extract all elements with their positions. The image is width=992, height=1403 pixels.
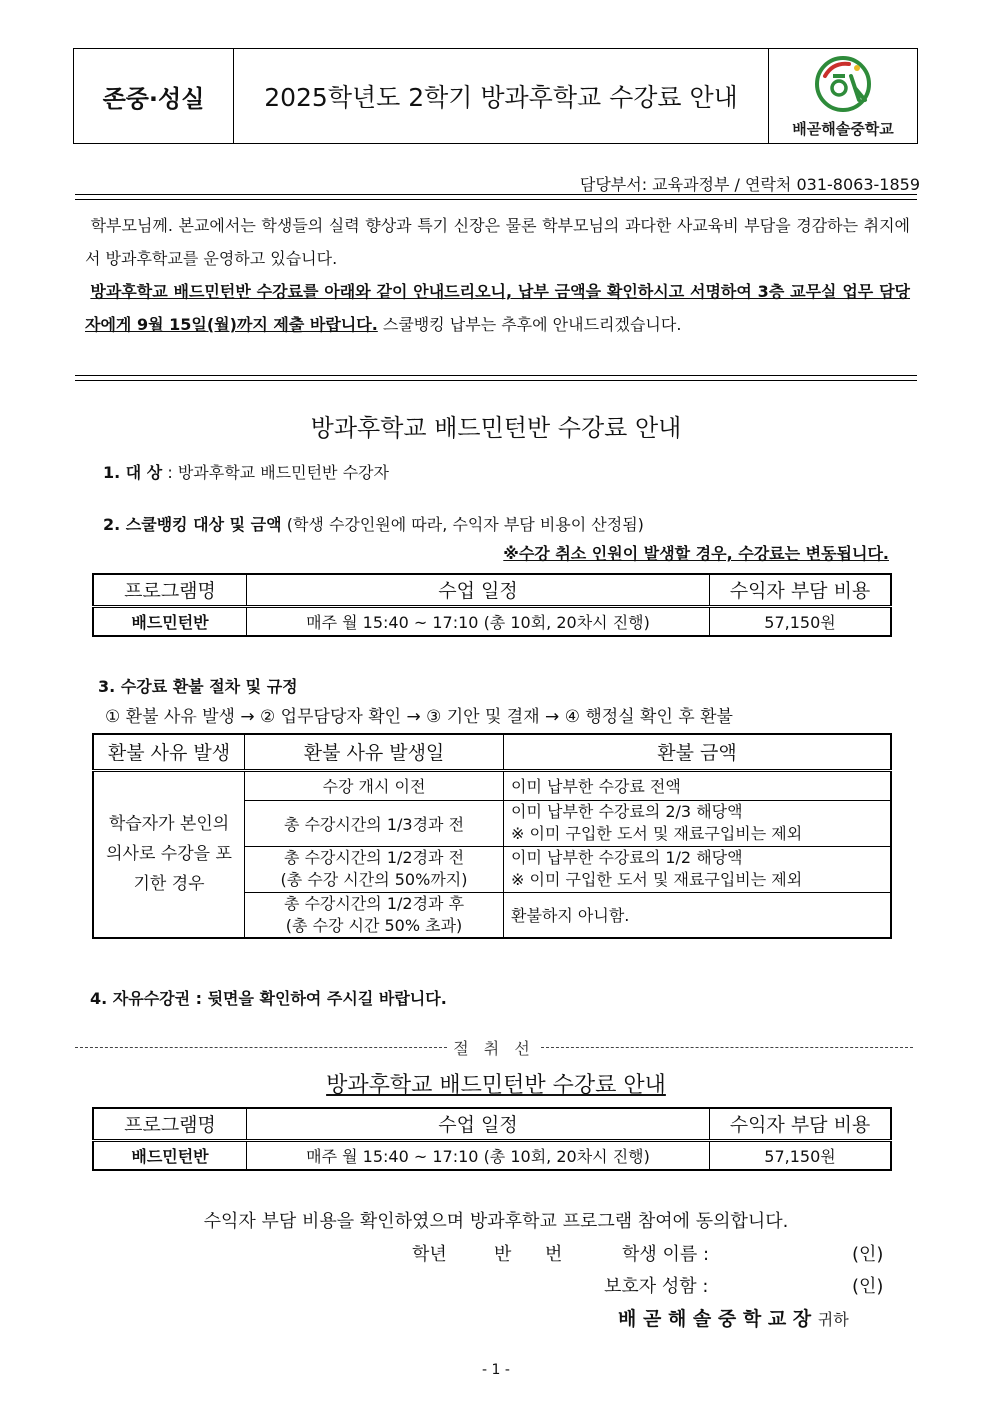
section-3-label: 3. 수강료 환불 절차 및 규정 [98,677,298,696]
intro-paragraph [85,209,910,341]
consent-statement: 수익자 부담 비용을 확인하였으며 방과후학교 프로그램 참여에 동의합니다. [203,1211,789,1232]
refund-when-0: 수강 개시 이전 [245,770,504,800]
section-2-paren: (학생 수강인원에 따라, 수익자 부담 비용이 산정됨) [286,515,644,534]
fee-program: 배드민턴반 [93,606,247,636]
section-2 [103,512,644,535]
intro-notice-rest: 스쿨뱅킹 납부는 추후에 안내드리겠습니다. [377,315,682,334]
intro-text: 학부모님께. 본교에서는 학생들의 실력 향상과 특기 신장은 물론 학부모님의 과다한 사교육비 부담을 경감하는 취지에서 방과후학교를 운영하고 있습니다. [85,216,910,268]
section-1-label: 1. 대 상 [103,463,163,482]
fee-schedule: 매주 월 15:40 ~ 17:10 (총 10회, 20차시 진행) [247,606,710,636]
refund-reason: 학습자가 본인의 의사로 수강을 포기한 경우 [93,770,245,938]
divider-bottom [75,375,917,381]
cut-line-right [541,1047,913,1048]
refund-when-2-line1: 총 수강시간의 1/2경과 전 [283,848,465,867]
refund-amount-2-line2: ※ 이미 구입한 도서 및 재료구입비는 제외 [511,870,803,889]
principal-line [618,1304,849,1331]
refund-when-2 [245,846,504,892]
refund-when-3-line2: (총 수강 시간 50% 초과) [285,915,463,935]
school-motto: 존중·성실 [74,49,234,143]
sign-guardian-seal: (인) [852,1276,884,1297]
refund-amount-1-line2: ※ 이미 구입한 도서 및 재료구입비는 제외 [511,824,803,843]
principal-name: 배 곧 해 솔 중 학 교 장 [618,1308,812,1330]
slip-title: 방과후학교 배드민턴반 수강료 안내 [326,1073,666,1098]
fee-header-schedule: 수업 일정 [247,574,710,606]
slip-header-program: 프로그램명 [93,1108,247,1140]
cut-line-label: 절 취 선 [453,1039,535,1058]
school-name: 배곧해솔중학교 [792,119,894,138]
refund-when-3-line1: 총 수강시간의 1/2경과 후 [283,893,465,913]
refund-amount-1 [504,800,892,846]
fee-cost: 57,150원 [710,606,892,636]
refund-steps: ① 환불 사유 발생 → ② 업무담당자 확인 → ③ 기안 및 결재 → ④ 행정실 확인 후 환불 [105,707,733,727]
refund-amount-2 [504,846,892,892]
contact-info: 담당부서: 교육과정부 / 연락처 031-8063-1859 [579,175,920,194]
header-box [73,48,918,144]
refund-header-amount: 환불 금액 [504,734,892,770]
section-2-label: 2. 스쿨뱅킹 대상 및 금액 [103,515,282,534]
refund-header-date: 환불 사유 발생일 [245,734,504,770]
slip-cost: 57,150원 [710,1140,892,1170]
sign-student-seal: (인) [852,1244,884,1265]
refund-when-1: 총 수강시간의 1/3경과 전 [245,800,504,846]
sign-class: 반 [494,1244,512,1265]
slip-header-cost: 수익자 부담 비용 [710,1108,892,1140]
fee-header-cost: 수익자 부담 비용 [710,574,892,606]
fee-header-program: 프로그램명 [93,574,247,606]
refund-table [92,733,892,939]
slip-header-schedule: 수업 일정 [247,1108,710,1140]
divider-top [75,194,917,200]
sign-grade: 학년 [412,1244,447,1265]
page-number: - 1 - [482,1362,510,1378]
refund-amount-0: 이미 납부한 수강료 전액 [504,770,892,800]
cancellation-note: ※수강 취소 인원이 발생할 경우, 수강료는 변동됩니다. [503,544,889,563]
sign-guardian-label: 보호자 성함 : [604,1276,709,1297]
document-title: 2025학년도 2학기 방과후학교 수강료 안내 [234,49,769,143]
fee-table [92,573,892,637]
slip-program: 배드민턴반 [93,1140,247,1170]
refund-header-reason: 환불 사유 발생 [93,734,245,770]
sign-number: 번 [545,1244,563,1265]
refund-amount-2-line1: 이미 납부한 수강료의 1/2 해당액 [511,848,743,867]
intro-notice-bold: 방과후학교 배드민턴반 수강료를 아래와 같이 안내드리오니, 납부 금액을 확인하시고 서명하여 3층 교무실 업무 담당자에게 9월 15일(월)까지 제출 바랍니다. [85,282,911,334]
section-1-value: : 방과후학교 배드민턴반 수강자 [167,463,389,482]
section-4: 4. 자유수강권 : 뒷면을 확인하여 주시길 바랍니다. [90,989,447,1008]
slip-fee-table [92,1107,892,1171]
refund-when-2-line2: (총 수강 시간의 50%까지) [280,870,468,889]
cut-line-left [75,1047,447,1048]
cut-line [75,1036,913,1059]
main-title: 방과후학교 배드민턴반 수강료 안내 [310,414,682,442]
honorific: 귀하 [817,1310,849,1329]
section-1 [103,460,389,483]
slip-title-wrap [0,1068,992,1099]
sign-student-label: 학생 이름 : [622,1244,710,1265]
school-logo [769,49,917,143]
school-emblem-icon [811,54,875,116]
slip-schedule: 매주 월 15:40 ~ 17:10 (총 10회, 20차시 진행) [247,1140,710,1170]
refund-amount-1-line1: 이미 납부한 수강료의 2/3 해당액 [511,802,743,821]
refund-amount-3: 환불하지 아니함. [504,892,892,938]
refund-when-3 [245,892,504,938]
